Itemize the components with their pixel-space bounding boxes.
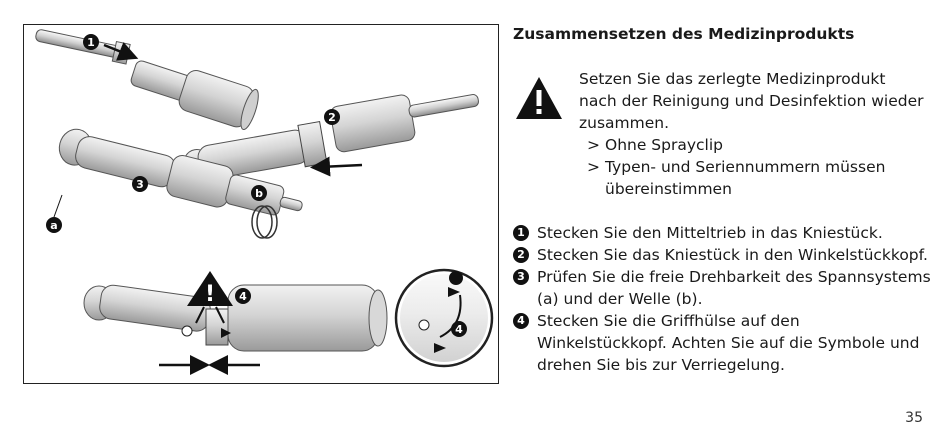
step1-drawing [34, 25, 262, 131]
warning-block [513, 68, 933, 200]
step-number: 4 [513, 313, 529, 329]
step-number: 1 [513, 225, 529, 241]
step-item [513, 222, 933, 244]
steps-list [513, 222, 933, 376]
step-text: Stecken Sie die Griffhülse auf den Winkelstückkopf. Achten Sie auf die Symbole und drehen Sie bis zur Verriegelung. [537, 312, 920, 374]
warning-line: Setzen Sie das zerlegte Medizinprodukt [579, 70, 886, 88]
step4-drawing [84, 270, 492, 366]
step-item [513, 244, 933, 266]
instructions-column [513, 24, 933, 376]
step-number: 3 [513, 269, 529, 285]
page-number: 35 [905, 410, 923, 426]
step2-arrow [320, 165, 362, 167]
step4-badge-label: 4 [239, 290, 247, 303]
sub-label-b: b [255, 187, 263, 200]
warning-bullet: > Ohne Sprayclip [587, 134, 933, 156]
warning-line: nach der Reinigung und Desinfektion wieder [579, 92, 924, 110]
warning-line: zusammen. [579, 114, 670, 132]
step-text: Stecken Sie das Kniestück in den Winkelstückkopf. [537, 246, 928, 264]
assembly-drawing [24, 25, 497, 382]
detail-badge-label: 4 [455, 323, 463, 336]
step-text: Prüfen Sie die freie Drehbarkeit des Spannsystems (a) und der Welle (b). [537, 268, 931, 308]
step-number: 2 [513, 247, 529, 263]
step-item [513, 310, 933, 376]
assembly-illustration [23, 24, 499, 384]
step2-badge-label: 2 [328, 111, 336, 124]
warning-icon [515, 76, 563, 120]
warning-bullets [579, 134, 933, 200]
section-title: Zusammensetzen des Medizinprodukts [513, 25, 855, 43]
warning-text [579, 68, 933, 200]
step-text: Stecken Sie den Mitteltrieb in das Kniestück. [537, 224, 883, 242]
figure-warning-mark: ! [204, 282, 216, 307]
step3-badge-label: 3 [136, 178, 144, 191]
warning-bullet: > Typen- und Seriennummern müssen übereinstimmen [587, 156, 933, 200]
step1-badge-label: 1 [87, 36, 95, 49]
detail-symbol-circle [396, 270, 492, 366]
sub-label-a: a [50, 219, 58, 232]
step-item [513, 266, 933, 310]
